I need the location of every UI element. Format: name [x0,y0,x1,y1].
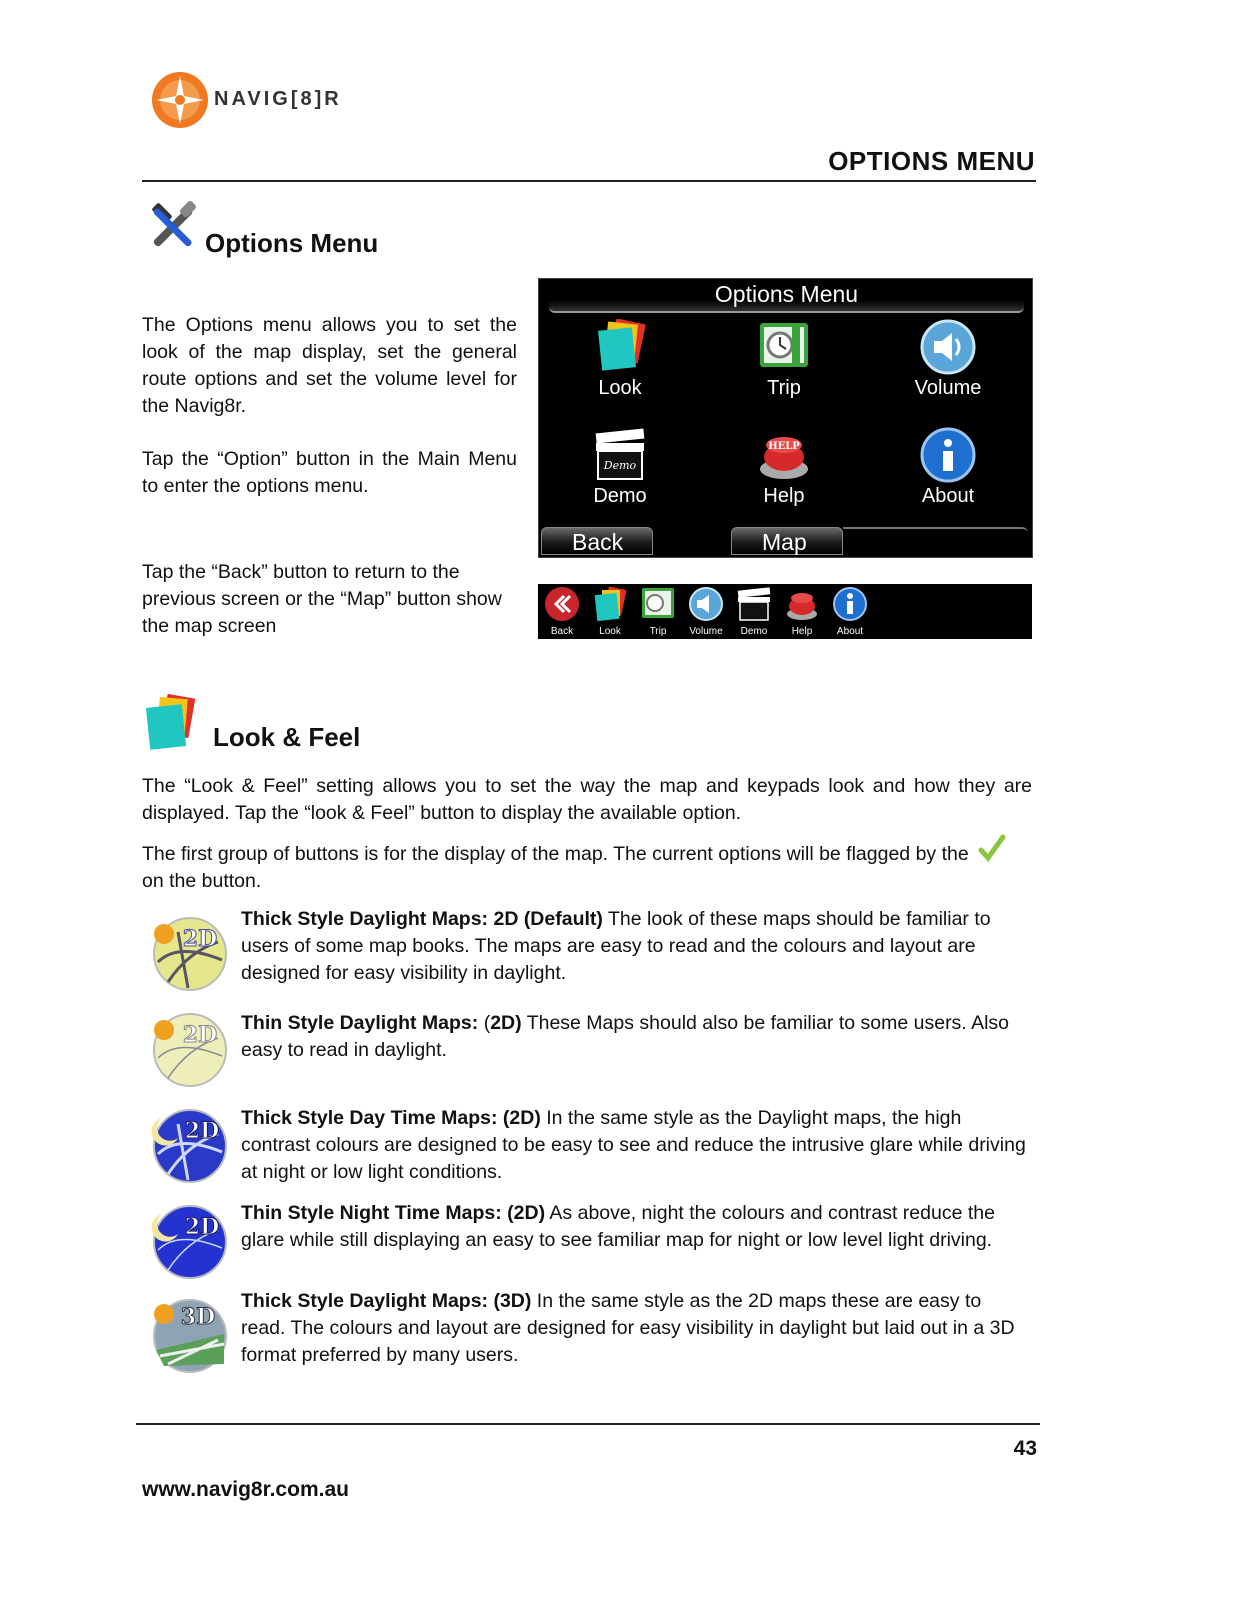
header-divider [142,180,1036,182]
help-tile[interactable] [709,427,859,527]
help-icon [784,586,820,622]
footer-divider [136,1423,1040,1425]
help-label: Help [763,485,805,507]
look-feel-title: Look & Feel [213,722,361,752]
demo-icon [736,586,772,622]
back-icon [544,586,580,622]
thin-night-2d-description: Thin Style Night Time Maps: (2D) As above, night the colours and contrast reduce the glare while still displaying an easy to see familiar map for night or low level light driving. [241,1202,995,1251]
check-icon [978,834,1006,862]
trip-label: Trip [767,377,801,399]
demo-label: Demo [593,485,647,507]
about-tile[interactable] [873,427,1023,527]
thick-daylight-3d-icon [148,1294,228,1374]
screen-title: Options Menu [714,281,859,307]
svg-text:HELP: HELP [768,441,800,452]
back-button[interactable]: Back [541,527,653,555]
strip-trip[interactable]: Trip [634,586,682,638]
bottom-bar-filler [843,527,1028,557]
about-icon [920,427,976,483]
trip-tile[interactable] [709,319,859,419]
svg-text:2D: 2D [182,926,218,952]
screen-bottom-bar [541,527,1030,555]
look-icon [592,319,648,375]
options-tap-paragraph: Tap the “Option” button in the Main Menu to enter the options menu. [142,448,517,497]
help-icon [756,427,812,483]
options-menu-screenshot [538,278,1033,558]
thin-daylight-2d-icon [148,1008,228,1088]
volume-icon [920,319,976,375]
look-feel-flag-paragraph [142,834,1032,895]
look-feel-intro: The “Look & Feel” setting allows you to set the way the map and keypads look and how they are displayed. Tap the “look & Feel” button to display the available option. [142,775,1032,824]
tools-icon [144,200,202,254]
about-label: About [921,485,975,507]
footer-url[interactable]: www.navig8r.com.au [142,1478,349,1501]
strip-look[interactable]: Look [586,586,634,638]
strip-about[interactable]: About [826,586,874,638]
trip-icon [640,586,676,622]
thin-night-2d-icon [148,1200,228,1280]
thin-daylight-2d-description: Thin Style Daylight Maps: (2D) These Maps should also be familiar to some users. Also easy to read in daylight. [241,1012,1010,1061]
page-header-title: OPTIONS MENU [828,146,1035,176]
logo-text: NAVIG[8]R [214,88,342,110]
options-intro-paragraph: The Options menu allows you to set the look of the map display, set the general route options and set the volume level for the Navig8r. [142,314,517,417]
svg-text:2D: 2D [182,1022,218,1048]
volume-tile[interactable] [873,319,1023,419]
flag-text-after: on the button. [142,870,262,892]
svg-text:2D: 2D [184,1118,220,1144]
svg-text:2D: 2D [184,1214,220,1240]
look-feel-icon [144,694,200,754]
map-button[interactable]: Map [731,527,843,555]
options-menu-title: Options Menu [205,228,379,258]
strip-help[interactable]: Help [778,586,826,638]
thick-daytime-2d-icon [148,1104,228,1184]
page-number: 43 [1013,1437,1037,1460]
strip-volume[interactable]: Volume [682,586,730,638]
back-map-paragraph: Tap the “Back” button to return to the previous screen or the “Map” button show the map screen [142,561,502,637]
look-label: Look [598,377,642,399]
thick-daytime-2d-description: Thick Style Day Time Maps: (2D) In the same style as the Daylight maps, the high contrast colours are designed to be easy to see and reduce the intrusive glare while driving at night or low light conditions. [241,1107,1026,1183]
trip-icon [756,319,812,375]
thick-daylight-2d-icon [148,912,228,992]
look-tile[interactable] [545,319,695,419]
demo-tile[interactable] [545,427,695,527]
flag-text-before: The first group of buttons is for the display of the map. The current options will be flagged by the [142,843,969,865]
volume-label: Volume [914,377,982,399]
strip-demo[interactable]: Demo [730,586,778,638]
thick-daylight-3d-description: Thick Style Daylight Maps: (3D) In the same style as the 2D maps these are easy to read. The colours and layout are designed for easy visibility in daylight but laid out in a 3D format preferred by many users. [241,1290,1015,1366]
about-icon [832,586,868,622]
thick-daylight-2d-description: Thick Style Daylight Maps: 2D (Default) The look of these maps should be familiar to users of some map books. The maps are easy to read and the colours and layout are designed for easy visibility in daylight. [241,908,991,984]
options-icon-strip [538,584,1032,639]
strip-back[interactable]: Back [538,586,586,638]
look-icon [592,586,628,622]
svg-text:Demo: Demo [603,459,637,472]
volume-icon [688,586,724,622]
compass-logo-icon [150,68,214,132]
demo-icon [592,427,648,483]
svg-text:3D: 3D [180,1304,216,1330]
